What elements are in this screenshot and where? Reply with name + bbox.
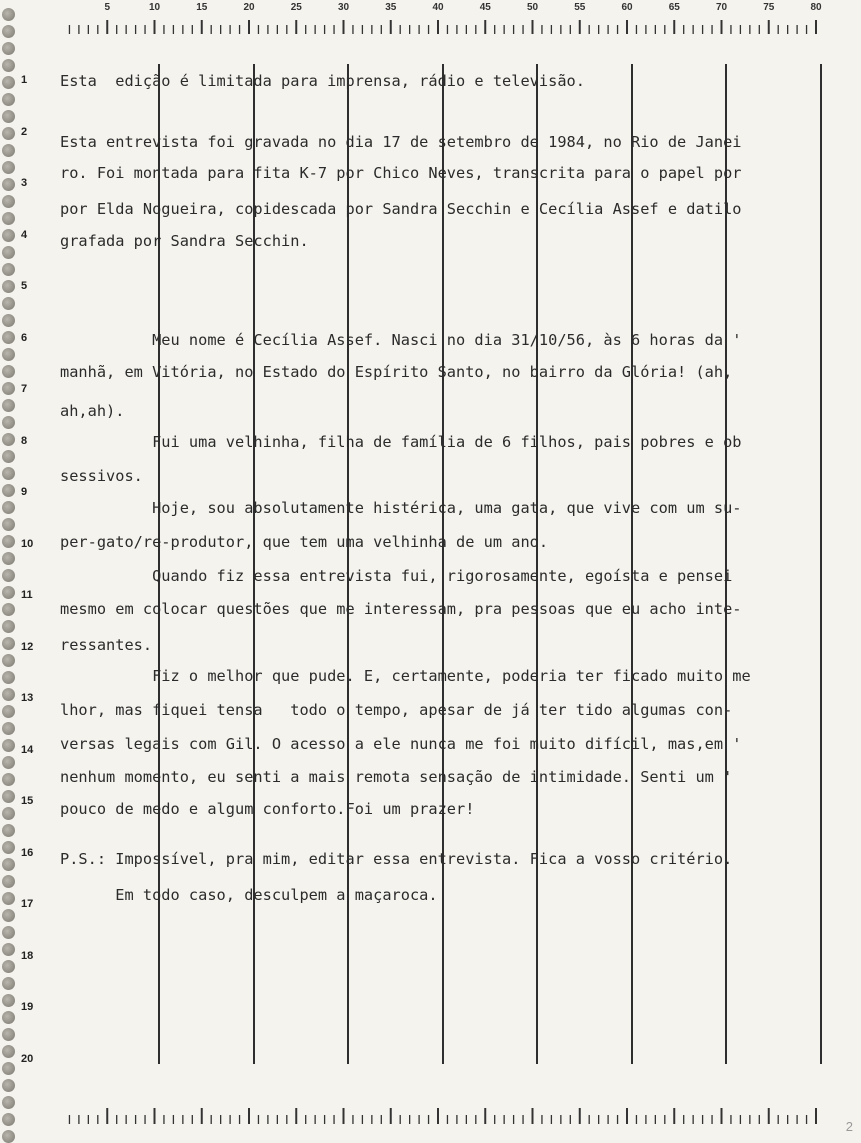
ruler-number: 5 [104,2,111,13]
line-number: 17 [21,898,34,910]
typed-line: Esta entrevista foi gravada no dia 17 de setembro de 1984, no Rio de Janei [60,133,742,151]
ruler-number: 25 [290,2,302,13]
ruler-number: 10 [148,2,161,13]
line-number: 7 [21,383,28,395]
typed-line: nenhum momento, eu senti a mais remota sensação de intimidade. Senti um ' [60,768,733,786]
typed-line: Quando fiz essa entrevista fui, rigorosamente, egoísta e pensei [60,567,733,585]
typed-line: ro. Foi montada para fita K-7 por Chico Neves, transcrita para o papel por [60,164,742,182]
line-number: 5 [21,280,28,292]
typed-line: Meu nome é Cecília Assef. Nasci no dia 31/10/56, às 6 horas da ' [60,331,742,349]
line-number: 18 [21,949,34,962]
ruler-number: 35 [385,2,397,13]
ruler-number: 50 [526,2,539,13]
line-number: 1 [21,74,28,86]
typed-line: pouco de medo e algum conforto.Foi um prazer! [60,800,475,818]
line-number: 8 [21,434,28,447]
ruler-number: 15 [196,2,208,13]
ruler-number: 65 [668,2,680,13]
typed-line: mesmo em colocar questões que me interessam, pra pessoas que eu acho inte- [60,600,742,618]
ruler-number: 45 [479,2,491,13]
line-number: 6 [21,331,28,344]
typed-line: Fui uma velhinha, filha de família de 6 filhos, pais pobres e ob [60,433,742,451]
typed-line: Hoje, sou absolutamente histérica, uma gata, que vive com um su- [60,499,742,517]
column-guide-line [820,64,822,1064]
line-number: 11 [21,589,33,601]
typed-line: ressantes. [60,636,153,654]
line-number: 19 [21,1001,34,1013]
typed-line: versas legais com Gil. O acesso a ele nunca me foi muito difícil, mas,em ' [60,735,742,753]
typed-line: grafada por Sandra Secchin. [60,232,309,250]
ruler-number: 20 [243,2,255,13]
typed-line: Em todo caso, desculpem a maçaroca. [60,886,438,904]
typed-line: P.S.: Impossível, pra mim, editar essa entrevista. Fica a vosso critério. [60,850,733,868]
ruler-number: 60 [621,2,633,13]
line-number: 15 [21,795,34,807]
line-number: 12 [21,640,34,653]
typed-line: manhã, em Vitória, no Estado do Espírito Santo, no bairro da Glória! (ah, [60,363,733,381]
typed-line: lhor, mas fiquei tensa todo o tempo, apesar de já ter tido algumas con- [60,701,733,719]
typed-line: por Elda Nogueira, copidescada por Sandra Secchin e Cecília Assef e datilo [60,200,742,218]
ruler-number: 30 [337,2,350,13]
line-number: 3 [21,177,28,189]
line-number: 4 [21,228,28,241]
line-number: 16 [21,846,34,859]
line-number: 9 [21,486,28,498]
line-number: 13 [21,692,34,704]
ruler-number: 55 [574,2,586,13]
ruler-number: 40 [432,2,444,13]
typed-line: sessivos. [60,467,143,485]
typed-line: per-gato/re-produtor, que tem uma velhinha de um ano. [60,533,549,551]
ruler-number: 75 [763,2,775,13]
line-number: 2 [21,125,28,138]
typed-line: Esta edição é limitada para imprensa, rádio e televisão. [60,72,585,90]
line-number: 14 [21,743,34,756]
ruler-number: 80 [810,2,822,13]
typed-line: ah,ah). [60,402,125,420]
ruler-number: 70 [715,2,728,13]
page-number-mark: 2 [845,1119,853,1134]
typed-line: Fiz o melhor que pude. E, certamente, poderia ter ficado muito me [60,667,751,685]
line-number: 20 [21,1052,34,1065]
line-number: 10 [21,537,34,550]
